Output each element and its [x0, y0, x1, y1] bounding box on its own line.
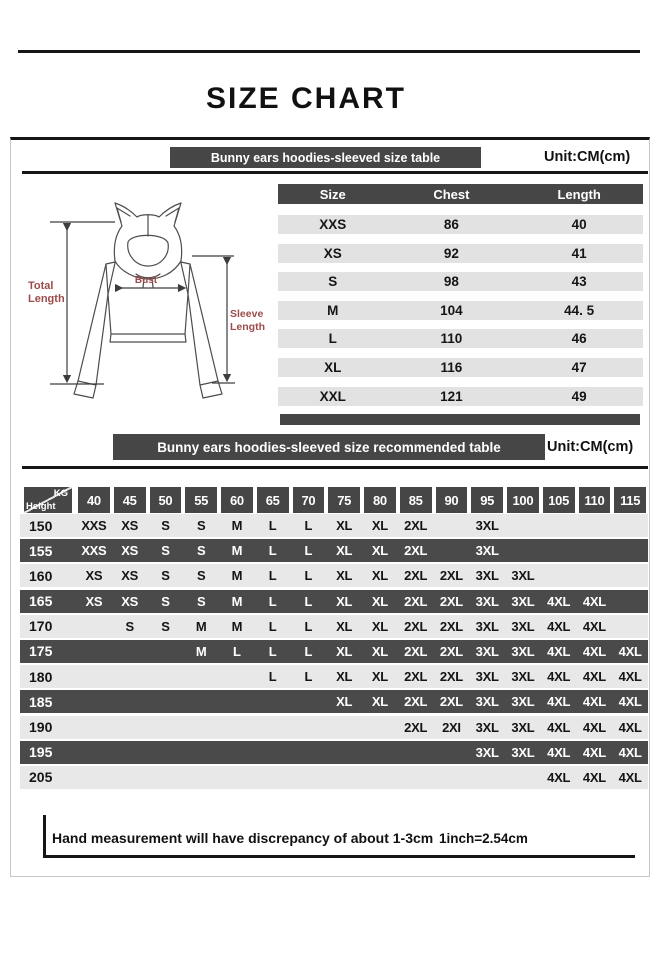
matrix-cell: 3XL	[511, 618, 535, 634]
weight-column-header	[150, 487, 182, 513]
matrix-cell: 4XL	[618, 643, 642, 659]
unit-label-1: Unit:CM(cm)	[544, 149, 631, 165]
weight-column-header	[436, 487, 468, 513]
chart-frame	[10, 137, 650, 877]
matrix-cell: 2XL	[439, 593, 463, 609]
matrix-cell: M	[231, 618, 243, 634]
matrix-cell: 2XL	[439, 669, 463, 685]
height-label: 155	[29, 542, 53, 559]
matrix-cell: XL	[336, 694, 353, 710]
matrix-cell: 3XL	[475, 593, 499, 609]
matrix-row	[20, 514, 648, 537]
page-title: SIZE CHART	[206, 82, 406, 115]
weight-column-header	[507, 487, 539, 513]
matrix-cell: L	[304, 593, 313, 609]
size-table-cell: 44. 5	[564, 302, 595, 318]
recommend-table-title: Bunny ears hoodies-sleeved size recommended table	[157, 439, 501, 455]
matrix-cell: 2XL	[404, 518, 428, 533]
weight-header-box: 100	[507, 487, 539, 513]
weight-header-box: 50	[150, 487, 182, 513]
size-table-cell: 41	[571, 245, 587, 261]
matrix-cell: L	[233, 643, 241, 659]
footer-underline	[43, 855, 635, 858]
matrix-cell: 3XL	[475, 543, 499, 559]
footer-left-line	[43, 815, 46, 858]
matrix-cell: 4XL	[582, 669, 606, 685]
matrix-cell: L	[304, 643, 313, 659]
matrix-cell: XL	[336, 618, 353, 634]
matrix-row	[20, 741, 648, 764]
matrix-cell: XL	[336, 568, 353, 584]
size-table-cell: 98	[443, 274, 459, 290]
matrix-cell: 3XL	[475, 694, 499, 710]
matrix-cell: 2XL	[404, 669, 428, 685]
matrix-cell: 2XL	[439, 618, 463, 634]
size-table-title-bar	[170, 147, 481, 168]
size-table-cell: 86	[443, 217, 459, 232]
matrix-cell: L	[268, 618, 277, 634]
matrix-cell: M	[195, 643, 207, 659]
weight-column-header	[221, 487, 253, 513]
size-table-cell: 43	[571, 274, 587, 290]
matrix-cell: M	[231, 593, 243, 609]
matrix-cell: L	[268, 568, 277, 584]
matrix-cell: 2XL	[404, 643, 428, 659]
matrix-cell: XL	[371, 518, 388, 533]
weight-header-box: 70	[293, 487, 325, 513]
weight-header-box: 60	[221, 487, 253, 513]
matrix-cell: 2XL	[404, 543, 428, 559]
weight-header-box: 65	[257, 487, 289, 513]
weight-header-box: 85	[400, 487, 432, 513]
matrix-cell: 4XL	[618, 744, 642, 760]
matrix-cell: 4XL	[547, 593, 571, 609]
matrix-cell: 4XL	[582, 719, 606, 735]
size-table-column-header: Length	[557, 186, 601, 202]
matrix-cell: XXS	[81, 543, 107, 559]
weight-header-box: 45	[114, 487, 146, 513]
matrix-row	[20, 590, 648, 613]
recommend-table-title-bar	[113, 434, 545, 460]
size-table-cell: 121	[440, 388, 463, 404]
height-label: 170	[29, 618, 53, 635]
size-table-row	[278, 301, 643, 320]
matrix-cell: XL	[371, 543, 388, 559]
weight-header-box: 110	[579, 487, 611, 513]
matrix-cell: 4XL	[582, 618, 606, 634]
size-table-row	[278, 329, 643, 348]
matrix-cell: M	[231, 518, 243, 533]
matrix-cell: S	[196, 518, 206, 533]
matrix-cell: S	[161, 543, 170, 559]
weight-column-header	[78, 487, 110, 513]
matrix-cell: XL	[371, 568, 388, 584]
matrix-cell: 4XL	[547, 643, 571, 659]
matrix-row	[20, 615, 648, 638]
height-label: 150	[29, 517, 53, 534]
weight-column-header	[257, 487, 289, 513]
matrix-row	[20, 766, 648, 789]
matrix-row	[20, 716, 648, 739]
size-table-cell: 92	[443, 245, 459, 261]
weight-column-header	[185, 487, 217, 513]
matrix-cell: XL	[371, 643, 388, 659]
weight-header-box: 90	[436, 487, 468, 513]
matrix-cell: 2XL	[404, 618, 428, 634]
matrix-cell: XL	[371, 669, 388, 685]
height-label: 165	[29, 593, 53, 610]
matrix-cell: 4XL	[547, 719, 571, 735]
matrix-cell: 2XL	[404, 694, 428, 710]
size-table-row	[278, 244, 643, 263]
height-label: 160	[29, 567, 53, 584]
top-divider	[18, 50, 640, 53]
size-table	[278, 184, 643, 426]
height-label: 175	[29, 643, 53, 660]
matrix-cell: L	[304, 669, 313, 685]
matrix-cell: M	[195, 618, 207, 634]
weight-header-box: 75	[328, 487, 360, 513]
matrix-cell: M	[231, 543, 243, 559]
matrix-cell: 4XL	[618, 769, 642, 785]
matrix-cell: 3XL	[475, 568, 499, 584]
matrix-cell: 3XL	[511, 719, 535, 735]
matrix-cell: XS	[121, 543, 138, 559]
matrix-cell: 4XL	[582, 744, 606, 760]
matrix-cell: 3XL	[511, 643, 535, 659]
height-label: 180	[29, 668, 53, 685]
size-table-cell: S	[328, 274, 338, 290]
hoodie-measurement-diagram	[18, 186, 268, 426]
matrix-cell: 4XL	[582, 643, 606, 659]
matrix-cell: 4XL	[547, 669, 571, 685]
weight-column-header	[328, 487, 360, 513]
bust-label: Bust	[134, 275, 158, 286]
matrix-cell: S	[125, 618, 134, 634]
matrix-cell: 4XL	[547, 694, 571, 710]
matrix-corner-cell	[20, 487, 76, 513]
height-label: 205	[29, 769, 53, 786]
matrix-cell: XL	[336, 543, 353, 559]
matrix-cell: 2XL	[439, 643, 463, 659]
size-table-header-row	[278, 184, 643, 204]
size-table-cell: 104	[440, 302, 463, 318]
weight-header-box: 105	[543, 487, 575, 513]
matrix-cell: S	[196, 543, 206, 559]
weight-column-header	[293, 487, 325, 513]
size-table-cell: XXS	[319, 217, 347, 232]
matrix-cell: 3XL	[475, 643, 499, 659]
footer-note: Hand measurement will have discrepancy of about 1-3cm	[52, 830, 434, 846]
matrix-cell: 4XL	[547, 769, 571, 785]
matrix-cell: 3XL	[475, 719, 499, 735]
matrix-cell: 2XL	[404, 593, 428, 609]
matrix-cell: 4XL	[582, 593, 606, 609]
size-table-column-header: Size	[319, 186, 346, 202]
matrix-cell: 4XL	[582, 694, 606, 710]
recommend-table	[20, 487, 648, 791]
matrix-cell: L	[268, 669, 277, 685]
weight-header-box: 80	[364, 487, 396, 513]
matrix-cell: XL	[371, 593, 388, 609]
matrix-cell: 3XL	[511, 744, 535, 760]
matrix-cell: XL	[336, 593, 353, 609]
matrix-cell: XL	[371, 618, 388, 634]
matrix-row	[20, 539, 648, 562]
weight-header-box: 40	[78, 487, 110, 513]
matrix-cell: XL	[336, 669, 353, 685]
matrix-row	[20, 690, 648, 713]
size-table-cell: 110	[440, 331, 463, 347]
matrix-cell: M	[231, 568, 243, 584]
matrix-cell: 3XL	[511, 568, 535, 584]
matrix-cell: 2XL	[404, 568, 428, 584]
total-length-label: Total Length	[28, 280, 65, 306]
matrix-header-row	[20, 487, 648, 513]
size-table-cell: 40	[571, 217, 587, 232]
matrix-cell: XL	[336, 518, 353, 533]
matrix-cell: L	[268, 643, 277, 659]
weight-header-box: 115	[614, 487, 646, 513]
height-label: 195	[29, 744, 53, 761]
height-label: 190	[29, 719, 53, 735]
size-table-cell: 116	[440, 360, 463, 375]
matrix-cell: 3XL	[475, 669, 499, 685]
height-label: 185	[29, 693, 53, 710]
size-table-bottom-bar	[280, 414, 640, 425]
size-table-cell: M	[327, 302, 339, 318]
matrix-cell: 2XI	[442, 719, 461, 735]
corner-height-label: Height	[26, 501, 56, 512]
size-table-row	[278, 215, 643, 234]
matrix-cell: 3XL	[511, 593, 535, 609]
size-table-cell: XL	[324, 360, 342, 375]
matrix-cell: XS	[121, 593, 138, 609]
size-table-row	[278, 387, 643, 406]
matrix-cell: L	[268, 518, 277, 533]
size-table-cell: XS	[323, 245, 342, 261]
size-table-title: Bunny ears hoodies-sleeved size table	[210, 150, 441, 165]
unit-label-2: Unit:CM(cm)	[547, 439, 634, 455]
matrix-cell: XL	[371, 694, 388, 710]
inch-conversion-note: 1inch=2.54cm	[439, 831, 528, 846]
size-table-cell: 47	[571, 360, 587, 375]
matrix-cell: S	[196, 568, 206, 584]
matrix-cell: L	[304, 518, 313, 533]
weight-column-header	[614, 487, 646, 513]
size-table-row	[278, 358, 643, 377]
matrix-cell: L	[268, 593, 277, 609]
matrix-row	[20, 640, 648, 663]
matrix-cell: S	[161, 618, 170, 634]
matrix-cell: L	[304, 543, 313, 559]
matrix-cell: L	[304, 568, 313, 584]
matrix-cell: 4XL	[618, 669, 642, 685]
divider-rule-1	[22, 171, 648, 174]
matrix-cell: 4XL	[582, 769, 606, 785]
matrix-row	[20, 564, 648, 587]
matrix-cell: XS	[85, 593, 103, 609]
size-table-row	[278, 272, 643, 291]
size-table-cell: 49	[571, 388, 587, 404]
divider-rule-2	[22, 466, 648, 469]
weight-header-box: 55	[185, 487, 217, 513]
kg-height-corner	[24, 487, 72, 513]
size-table-column-header: Chest	[433, 186, 470, 202]
matrix-cell: 3XL	[475, 618, 499, 634]
weight-column-header	[364, 487, 396, 513]
matrix-cell: L	[304, 618, 313, 634]
matrix-cell: S	[196, 593, 206, 609]
matrix-cell: 2XL	[439, 568, 463, 584]
matrix-cell: 4XL	[547, 744, 571, 760]
matrix-cell: XS	[121, 518, 138, 533]
weight-column-header	[543, 487, 575, 513]
weight-column-header	[114, 487, 146, 513]
matrix-cell: XS	[85, 568, 103, 584]
weight-header-box: 95	[471, 487, 503, 513]
matrix-row	[20, 665, 648, 688]
weight-column-header	[579, 487, 611, 513]
matrix-cell: 3XL	[511, 669, 535, 685]
matrix-cell: 4XL	[618, 719, 642, 735]
matrix-cell: S	[161, 593, 170, 609]
size-table-cell: XXL	[319, 388, 346, 404]
matrix-cell: 3XL	[511, 694, 535, 710]
size-table-cell: 46	[571, 331, 587, 347]
sleeve-length-label: Sleeve Length	[230, 308, 265, 333]
matrix-cell: 4XL	[618, 694, 642, 710]
matrix-cell: 2XL	[439, 694, 463, 710]
matrix-body	[20, 514, 648, 789]
size-table-cell: L	[328, 331, 337, 347]
matrix-cell: 3XL	[475, 744, 499, 760]
matrix-cell: S	[161, 518, 170, 533]
matrix-cell: XL	[336, 643, 353, 659]
matrix-cell: 3XL	[475, 518, 499, 533]
weight-column-header	[471, 487, 503, 513]
corner-kg-label: KG	[53, 488, 68, 499]
matrix-cell: S	[161, 568, 170, 584]
matrix-cell: L	[268, 543, 277, 559]
matrix-cell: XS	[121, 568, 138, 584]
matrix-cell: 2XL	[404, 719, 428, 735]
matrix-cell: 4XL	[547, 618, 571, 634]
matrix-cell: XXS	[81, 518, 107, 533]
weight-column-header	[400, 487, 432, 513]
